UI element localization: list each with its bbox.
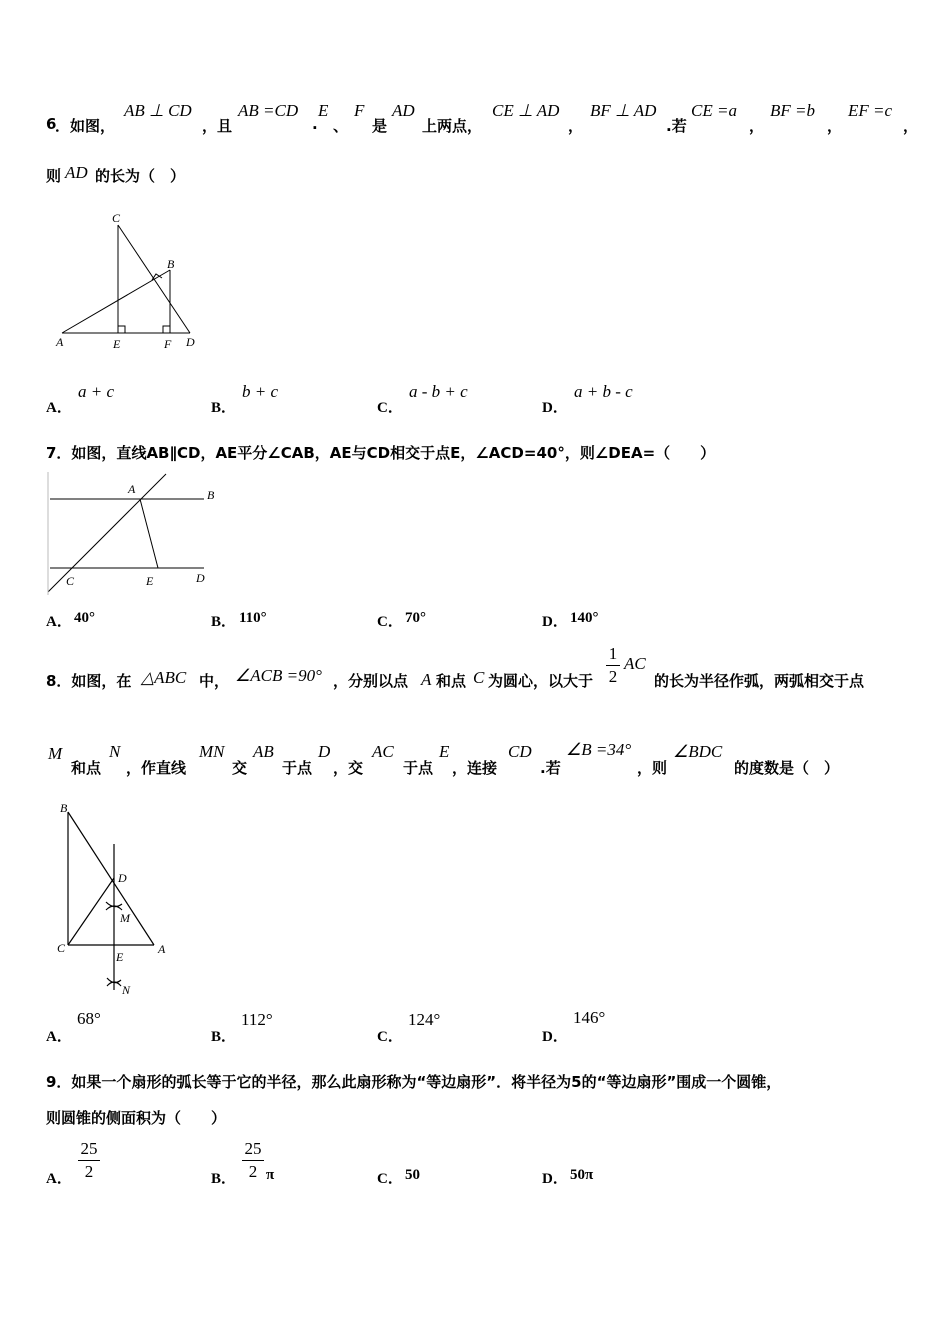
q8-fraction-numerator: 1 [608,644,618,663]
q8-text: 于点 [282,759,313,777]
q8-math: ∠B =34° [566,740,632,759]
q7-option-c-label: C． [377,614,403,630]
q9-text-line-1: 9．如果一个扇形的弧长等于它的半径，那么此扇形称为“等边扇形”．将半径为5的“等边扇形”围成一个圆锥， [46,1073,782,1091]
q8-math: ∠BDC [673,742,723,761]
q6-math: AD [65,163,88,182]
q6-option-a-label: A． [46,400,72,416]
q6-math: AD [392,101,415,120]
q6-text: 上两点， [422,117,483,135]
q8-text: 8．如图，在 [46,672,132,690]
q8-fig-label-N: N [122,983,131,997]
q7-fig-label-A: A [128,482,136,496]
q9-option-b-denominator: 2 [248,1162,258,1181]
q8-option-c-label: C． [377,1029,403,1045]
q9-option-b-fraction [242,1139,264,1182]
q9-option-a-fraction [78,1139,100,1182]
q8-option-b: 112° [241,1010,273,1029]
q6-option-c: a - b + c [409,382,468,401]
q8-math: AC [624,654,646,673]
q8-text: 的度数是（ ） [734,759,840,777]
q8-math: CD [508,742,532,761]
q8-option-b-label: B． [211,1029,237,1045]
q8-text: 交 [232,759,248,777]
q8-option-a-label: A． [46,1029,72,1045]
q6-math: AB ⊥ CD [124,101,192,120]
q8-text: ，交 [333,759,364,777]
q6-text: 则 [46,167,62,185]
q7-option-b: 110° [239,610,267,626]
q8-text: .若 [540,759,561,777]
q9-option-d-label: D． [542,1171,568,1187]
q7-fig-label-E: E [146,574,154,588]
q8-math: AC [372,742,394,761]
q8-text: 和点 [71,759,102,777]
q8-figure [46,800,186,1000]
q6-option-c-label: C． [377,400,403,416]
q6-text: ．如图， [55,117,116,135]
q6-option-a: a + c [78,382,115,401]
q6-math: CE =a [691,101,737,120]
q6-math: E [318,101,329,120]
q9-option-c: 50 [405,1167,420,1183]
q8-option-a: 68° [77,1009,101,1028]
q6-fig-label-A: A [56,335,64,349]
q9-text-line-2: 则圆锥的侧面积为（ ） [46,1109,227,1127]
q6-text: 的长为（ ） [95,167,186,185]
q7-option-a: 40° [74,610,95,626]
q8-fraction [606,644,620,687]
q7-option-a-label: A． [46,614,72,630]
q7-fig-label-D: D [196,571,205,585]
q6-fig-label-B: B [167,257,175,271]
q7-text: 7．如图，直线AB∥CD，AE平分∠CAB，AE与CD相交于点E，∠ACD=40°，则∠DEA=（ ） [46,444,716,462]
q8-math: MN [199,742,225,761]
q8-math: N [109,742,121,761]
q8-math: ∠ACB =90° [235,666,322,685]
q8-option-c: 124° [408,1010,441,1029]
q6-math: BF ⊥ AD [590,101,657,120]
q6-text: ， [749,117,765,135]
q9-option-d: 50π [570,1167,594,1183]
q7-fig-label-B: B [207,488,215,502]
q8-fig-label-D: D [118,871,127,885]
q7-option-b-label: B． [211,614,237,630]
q6-text: .若 [666,117,687,135]
q6-math: CE ⊥ AD [492,101,560,120]
q8-fraction-denominator: 2 [608,667,618,686]
q6-math: BF =b [770,101,815,120]
q9-option-b-label: B． [211,1171,237,1187]
q8-text: 的长为半径作弧，两弧相交于点 [654,672,865,690]
q6-option-d: a + b - c [574,382,633,401]
q9-option-b-numerator: 25 [244,1139,262,1158]
q6-math: AB =CD [238,101,299,120]
q6-text: 是 [372,117,388,135]
q6-fig-label-D: D [186,335,195,349]
q8-text: 和点 [436,672,467,690]
q8-option-d: 146° [573,1008,606,1027]
q8-math: D [318,742,331,761]
q9-option-b-suffix: π [266,1167,275,1183]
q6-text: ， [903,117,919,135]
q6-math: EF =c [848,101,893,120]
q6-fig-label-F: F [164,337,172,351]
q7-option-d-label: D． [542,614,568,630]
q7-figure [46,472,226,597]
q8-text: 于点 [403,759,434,777]
q6-number: 6 [46,115,57,133]
q9-option-c-label: C． [377,1171,403,1187]
q6-text: . [312,115,318,133]
q8-text: ，分别以点 [333,672,409,690]
q7-fig-label-C: C [66,574,75,588]
q8-math: △ABC [141,668,187,687]
q6-text: ， [827,117,843,135]
q8-fig-label-E: E [116,950,124,964]
q8-text: 中， [199,672,230,690]
q8-math: A [421,670,432,689]
q8-math: E [439,742,450,761]
q6-text: ， [568,117,584,135]
q8-option-d-label: D． [542,1029,568,1045]
q8-text: ，连接 [452,759,498,777]
q8-text: ，则 [637,759,668,777]
q6-option-b-label: B． [211,400,237,416]
q6-text: 、 [333,117,349,135]
q8-fig-label-B: B [60,801,68,815]
q6-figure [50,208,210,353]
q9-option-a-denominator: 2 [84,1162,94,1181]
q6-option-b: b + c [242,382,279,401]
q6-math: F [354,101,365,120]
q8-math: AB [253,742,274,761]
q6-fig-label-C: C [112,211,121,225]
q7-option-d: 140° [570,610,599,626]
q7-option-c: 70° [405,610,426,626]
q8-fig-label-C: C [57,941,66,955]
q8-fig-label-M: M [120,911,130,925]
q8-text: 为圆心，以大于 [488,672,594,690]
q9-option-a-numerator: 25 [80,1139,98,1158]
q6-option-d-label: D． [542,400,568,416]
q8-math: C [473,668,485,687]
q8-fig-label-A: A [158,942,166,956]
q8-text: ，作直线 [126,759,187,777]
q6-fig-label-E: E [113,337,121,351]
q6-text: ，且 [202,117,233,135]
q9-option-a-label: A． [46,1171,72,1187]
q8-math: M [48,744,63,763]
